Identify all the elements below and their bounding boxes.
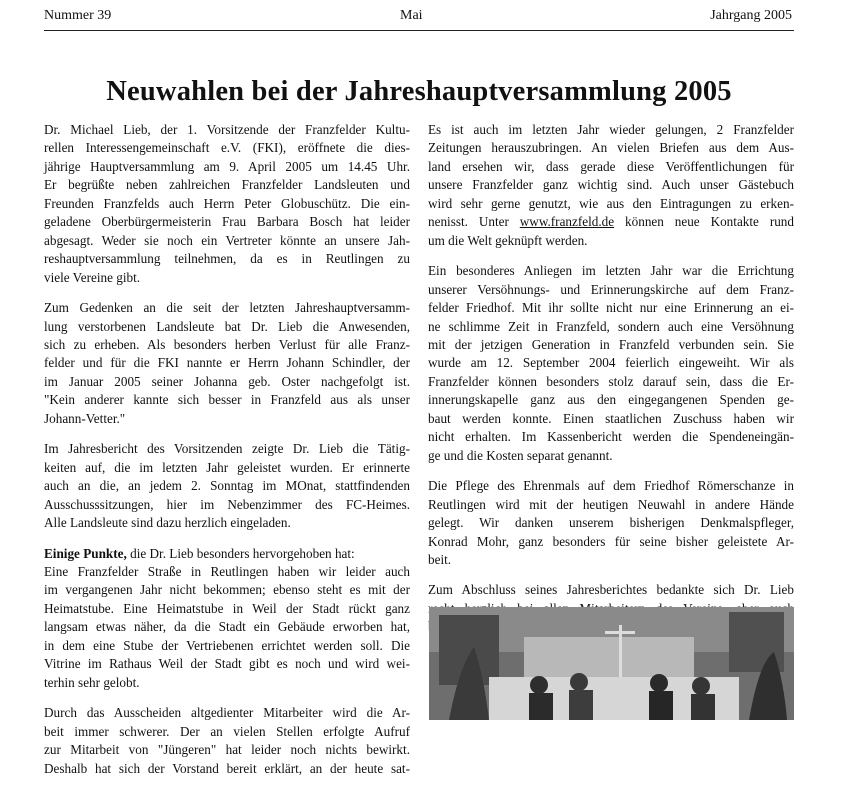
paragraph-staff: Durch das Ausscheiden altgedienter Mitarbeiter wird die Ar- beit immer schwerer. Der an vielen Stellen erfolgte Aufruf zur Mitarbeit von "Jüngeren" hat leider noch nichts bewirkt. Deshalb hat sich der Vorstand bereit erklärt, an der heute sat- <box>44 705 410 776</box>
paragraph-memorial-care: Die Pflege des Ehrenmals auf dem Friedhof Römerschanze in Reutlingen wird mit der heutigen Neuwahl in andere Hände gelegt. Wir danken unserem bisherigen Denkmalspfleger, Konrad Mohr, ganz besonders für seine bisher geleistete Ar- beit. <box>428 478 794 567</box>
paragraph-memorial: Zum Gedenken an die seit der letzten Jahreshauptversamm- lung verstorbenen Landsleute bat Dr. Lieb die Anwesenden, sich zu erheben. Als besonders herben Verlust für alle Franz- felder und für die FKI nannte er Herrn Johann Schindler, der im Januar 2005 seiner Johanna geb. Oster nachgefolgt ist. "Kein anderer kannte sich besser in Franzfeld aus als unser Johann-Vetter." <box>44 300 410 426</box>
issue-month: Mai <box>400 8 423 23</box>
volume-year: Jahrgang 2005 <box>710 8 792 23</box>
meeting-photo <box>429 607 794 720</box>
article-title: Neuwahlen bei der Jahreshauptversammlung 2005 <box>106 76 732 107</box>
paragraph-newspapers: Es ist auch im letzten Jahr wieder gelungen, 2 Franzfelder Zeitungen herauszubringen. An vielen Briefen aus dem Aus- land ersehen wir, dass gerade diese Veröffentlichungen für unsere Franzfelder ganz wichtig sind. Auch unser Gästebuch wird sehr gerne genutzt, wie aus den Eintragungen zu erken- nenisst. Unter www.franzfeld.de können neue Kontakte rund um die Welt geknüpft werden. <box>428 122 794 248</box>
issue-number: Nummer 39 <box>44 8 112 23</box>
website-link[interactable]: www.franzfeld.de <box>519 214 615 230</box>
meeting-photo-scene <box>429 607 794 720</box>
left-column <box>44 121 410 790</box>
paragraph-closing: Zum Abschluss seines Jahresberichtes bedankte sich Dr. Lieb <box>428 582 794 598</box>
paragraph-church: Ein besonderes Anliegen im letzten Jahr war die Errichtung unserer Versöhnungs- und Erinnerungskirche auf dem Franz- felder Friedhof. Mit ihr sollte nicht nur eine Erinnerung an ei- ne schlimme Zeit in Franzfeld, sondern auch eine Versöhnung mit der jetzigen Generation in Franzfeld verbunden sein. Sie wurde am 12. September 2004 feierlich eingeweiht. Wir als Franzfelder können besonders stolz darauf sein, dass die Er- innerungskapelle ganz aus den eingegangenen Spenden ge- baut werden konnte. Einen staatlichen Zuschuss haben wir nicht erhalten. Im Kassenbericht werden die Spendeneingän- ge und die Kosten separat genannt. <box>428 263 794 463</box>
paragraph-annual-report: Im Jahresbericht des Vorsitzenden zeigte Dr. Lieb die Tätig- keiten auf, die im letzten Jahr geleistet wurden. Er erinnerte auch an die, an jedem 2. Sonntag im MOnat, stattfindenden Ausschusssitzungen, hier im Nebenzimmer des FC-Heimes. Alle Landsleute sind dazu herzlich eingeladen. <box>44 441 410 531</box>
right-column <box>428 121 794 649</box>
paragraph-opening: Dr. Michael Lieb, der 1. Vorsitzende der Franzfelder Kultu- rellen Interessengemeinschaft e.V. (FKI), eröffnete die dies- jährige Hauptversammlung am 9. April 2005 um 14.45 Uhr. Er begrüßte neben zahlreichen Franzfelder Landsleuten und Freunden Franzfelds auch Herrn Peter Globuschütz. Die ein- geladene Oberbürgermeisterin Frau Barbara Bosch hat leider abgesagt. Weder sie noch ein Vertreter könnte an unsere Jah- reshauptversammlung teilnehmen, da es in Reutlingen zu viele Vereine gibt. <box>44 122 410 285</box>
paragraph-key-points: Einige Punkte, die Dr. Lieb besonders hervorgehoben hat: Eine Franzfelder Straße in Reutlingen haben wir leider auch im vergangenen Jahr nicht bekommen; ebenso steht es mit der Heimatstube. Eine Heimatstube in Weil der Stadt rückt ganz langsam etwas näher, da die Stadt ein Gebäude erworben hat, in dem eine Stube der Vertriebenen errichtet werden soll. Die Vitrine im Rathaus Weil der Stadt gibt es noch und wird wei- terhin sehr gelobt. <box>44 545 410 690</box>
key-points-lead: Einige Punkte, <box>44 545 127 561</box>
page-header <box>44 6 794 31</box>
